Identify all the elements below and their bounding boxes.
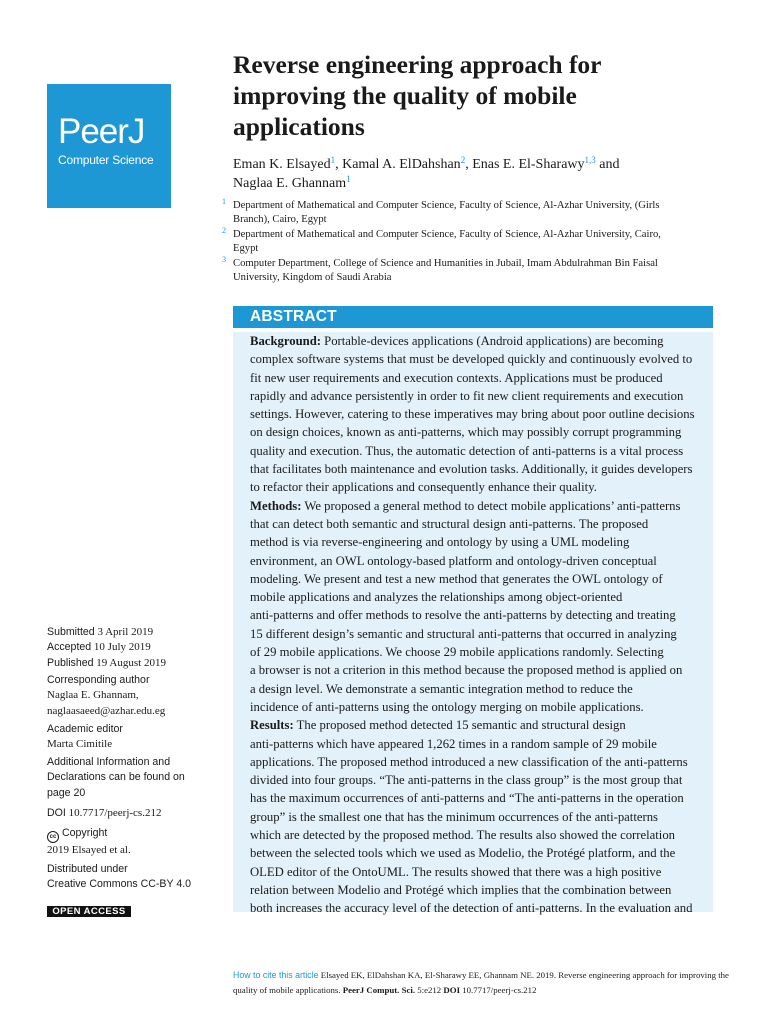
academic-editor-label: Academic editor <box>47 723 123 735</box>
title-line: improving the quality of mobile <box>233 81 577 110</box>
additional-info-line: page 20 <box>47 786 86 799</box>
abstract-line <box>250 661 713 679</box>
article-title <box>233 49 713 142</box>
published-label: Published <box>47 656 94 669</box>
abstract-line-text: applications. The proposed method introduced a new classification of the anti-patterns <box>250 754 688 769</box>
abstract-line <box>250 332 713 350</box>
abstract-line-text: which are detected by the proposed method. The results also showed the correlation <box>250 828 676 843</box>
submitted-date: 3 April 2019 <box>97 626 154 638</box>
abstract-line <box>250 570 713 588</box>
abstract-line-text: fit new user requirements and execution contexts. Applications must be produced <box>250 370 663 385</box>
open-access-badge: OPEN ACCESS <box>47 906 131 917</box>
accepted-label: Accepted <box>47 641 92 654</box>
abstract-text <box>250 332 713 918</box>
abstract-line <box>250 789 713 807</box>
abstract-line <box>250 735 713 753</box>
abstract-line <box>250 863 713 881</box>
abstract-line-text: rapidly and advance persistently in order to fit new client requirements and execution <box>250 388 684 403</box>
abstract-line-text: both increases the accuracy level of the detection of anti-patterns. In the evaluation and <box>250 901 693 916</box>
abstract-line <box>250 442 713 460</box>
abstract-line <box>250 478 713 496</box>
author-name: Naglaa E. Ghannam <box>233 176 347 191</box>
abstract-line <box>250 625 713 643</box>
journal-name: PeerJ Comput. Sci. <box>342 985 416 996</box>
academic-editor-name: Marta Cimitile <box>47 738 113 751</box>
abstract-line-text: to refactor their applications and consequently enhance their quality. <box>250 480 597 495</box>
abstract-line-text: OLED editor of the OntoUML. The results showed that there was a high positive <box>250 864 662 879</box>
abstract-line <box>250 698 713 716</box>
abstract-line <box>250 369 713 387</box>
abstract-line-text: anti-patterns and offer methods to resolve the anti-patterns by detecting and treating <box>250 608 676 623</box>
abstract-line <box>250 753 713 771</box>
abstract-box <box>233 332 713 916</box>
copyright-label: Copyright <box>62 827 108 839</box>
cite-text: Elsayed EK, ElDahshan KA, El-Sharawy EE, Ghannam NE. 2019. Reverse engineering approach for improving the <box>318 970 729 980</box>
abstract-line <box>250 423 713 441</box>
author-affiliation-mark: 1 <box>330 155 336 165</box>
abstract-line <box>250 460 713 478</box>
abstract-line-text: environment, an OWL ontology-based platform and ontology-driven conceptual <box>250 553 657 568</box>
abstract-line-text: modeling. We present and test a new method that generates the OWL ontology of <box>250 571 663 586</box>
published-date: 19 August 2019 <box>96 656 166 669</box>
abstract-line <box>250 771 713 789</box>
affiliation: 2 Department of Mathematical and Computer Science, Faculty of Science, Al-Azhar University, Cairo, Egypt <box>222 228 692 257</box>
abstract-line-text: quality and execution. Thus, the automatic detection of anti-patterns is a vital process <box>250 443 684 458</box>
author-name: , Kamal A. ElDahshan <box>335 157 461 172</box>
cite-label: How to cite this article <box>233 970 319 980</box>
abstract-line-text: between the selected tools which we used as Modelio, the Protégé platform, and the <box>250 846 676 861</box>
abstract-line <box>250 808 713 826</box>
affiliation: 3 Computer Department, College of Science and Humanities in Jubail, Imam Abdulrahman Bin Faisal University, Kingdom of Saudi Arabia <box>222 257 692 286</box>
publication-dates <box>47 625 222 671</box>
abstract-line-text: has the maximum occurrences of anti-patterns and “The anti-patterns in the operation <box>250 791 684 806</box>
accepted-date: 10 July 2019 <box>93 641 151 654</box>
abstract-line-text: Portable-devices applications (Android applications) are becoming <box>320 334 664 348</box>
corresponding-author-name: Naglaa E. Ghannam, <box>47 689 139 702</box>
title-line: Reverse engineering approach for <box>233 50 602 79</box>
corresponding-author-label: Corresponding author <box>47 674 150 686</box>
additional-information <box>47 755 222 801</box>
abstract-line-text: group” is the smallest one that has the minimum occurrences of the anti-patterns <box>250 809 658 824</box>
abstract-line <box>250 387 713 405</box>
affiliation-text: Department of Mathematical and Computer Science, Faculty of Science, Al-Azhar University, Cairo, Egypt <box>233 229 661 255</box>
cite-text-cont: quality of mobile applications. <box>233 985 343 996</box>
abstract-heading: ABSTRACT <box>250 308 337 325</box>
abstract-line <box>250 881 713 899</box>
cite-volume: 5:e212 <box>415 985 444 996</box>
affiliation-text: Computer Department, College of Science and Humanities in Jubail, Imam Abdulrahman Bin Faisal University, Kingdom of Saudi Arabia <box>233 258 658 284</box>
abstract-line <box>250 552 713 570</box>
peerj-logo <box>47 84 171 208</box>
license-line[interactable]: Creative Commons CC-BY 4.0 <box>47 878 192 891</box>
logo-name: PeerJ <box>58 112 145 151</box>
abstract-line-text: method is via reverse-engineering and ontology by using a UML modeling <box>250 535 630 550</box>
abstract-section-label: Methods: <box>250 498 302 513</box>
abstract-line <box>250 497 713 515</box>
doi-link[interactable]: 10.7717/peerj-cs.212 <box>68 807 162 819</box>
abstract-line <box>250 533 713 551</box>
abstract-line-text: of 29 mobile applications. We choose 29 mobile applications randomly. Selecting <box>250 645 664 660</box>
abstract-line-text: incidence of anti-patterns using the ontology merging on mobile applications. <box>250 699 644 714</box>
abstract-section-label: Background: <box>250 334 321 348</box>
author-name: Eman K. Elsayed <box>233 157 331 172</box>
abstract-line <box>250 350 713 368</box>
creative-commons-icon: cc <box>47 831 59 843</box>
abstract-line-text: relation between Modelio and Protégé which implies that the combination between <box>250 882 672 897</box>
submitted-label: Submitted <box>47 626 95 638</box>
abstract-line-text: complex software systems that must be developed quickly and continuously evolved to <box>250 352 693 367</box>
author-name: , Enas E. El-Sharawy <box>465 157 585 172</box>
abstract-section-label: Results: <box>250 718 294 733</box>
affiliation: 1 Department of Mathematical and Computer Science, Faculty of Science, Al-Azhar University, (Girls Branch), Cairo, Egypt <box>222 199 692 228</box>
abstract-line-text: that can detect both semantic and structural design anti-patterns. The proposed <box>250 516 649 531</box>
abstract-line <box>250 844 713 862</box>
abstract-line-text: on design choices, known as anti-patterns, which may possibly corrupt programming <box>250 425 682 440</box>
abstract-line <box>250 680 713 698</box>
footer-doi-label: DOI <box>443 985 460 996</box>
abstract-line-text: a design level. We demonstrate a semantic integration method to reduce the <box>250 681 633 696</box>
abstract-line <box>250 716 713 734</box>
license <box>47 862 222 893</box>
author-list <box>233 155 713 193</box>
abstract-heading-bar <box>233 306 713 328</box>
corresponding-author-email[interactable]: naglaasaeed@azhar.edu.eg <box>47 704 166 717</box>
abstract-line <box>250 899 713 917</box>
abstract-line-text: mobile applications and analyzes the relationships among object-oriented <box>250 590 623 605</box>
abstract-line <box>250 588 713 606</box>
abstract-line <box>250 515 713 533</box>
academic-editor <box>47 722 222 753</box>
abstract-line-text: 15 different design’s semantic and structural anti-patterns that occurred in analyzing <box>250 626 677 641</box>
abstract-line-text: anti-patterns which have appeared 1,262 times in a random sample of 29 mobile <box>250 736 657 751</box>
additional-info-line: Declarations can be found on <box>47 771 185 784</box>
additional-info-line: Additional Information and <box>47 756 171 768</box>
abstract-line <box>250 643 713 661</box>
copyright <box>47 826 222 858</box>
abstract-line-text: that facilitates both maintenance and evolution tasks. Additionally, it guides developers <box>250 462 693 477</box>
author-affiliation-mark: 2 <box>460 155 466 165</box>
abstract-line-text: The proposed method detected 15 semantic and structural design <box>293 718 626 733</box>
abstract-line-text: a browser is not a criterion in this method because the proposed method is applied on <box>250 663 683 678</box>
abstract-line-text: divided into four groups. “The anti-patterns in the class group” is the most group that <box>250 773 683 788</box>
corresponding-author <box>47 673 222 719</box>
abstract-line <box>250 606 713 624</box>
author-affiliation-mark: 1,3 <box>584 155 596 165</box>
abstract-line <box>250 405 713 423</box>
doi <box>47 806 222 821</box>
author-conjunction: and <box>595 157 620 172</box>
license-line: Distributed under <box>47 863 128 875</box>
citation-footer <box>233 968 733 998</box>
copyright-holder: 2019 Elsayed et al. <box>47 844 131 856</box>
abstract-line <box>250 826 713 844</box>
footer-doi[interactable]: 10.7717/peerj-cs.212 <box>460 985 537 996</box>
author-affiliation-mark: 1 <box>346 174 351 184</box>
affiliation-text: Department of Mathematical and Computer Science, Faculty of Science, Al-Azhar University, (Girls Branch), Cairo, Egypt <box>233 200 660 226</box>
doi-label: DOI <box>47 807 66 819</box>
title-line: applications <box>233 112 365 141</box>
abstract-line-text: settings. However, catering to these imperatives may bring about poor outline decisions <box>250 407 695 422</box>
logo-subtitle: Computer Science <box>58 153 154 167</box>
abstract-line-text: We proposed a general method to detect mobile applications’ anti-patterns <box>301 498 681 513</box>
